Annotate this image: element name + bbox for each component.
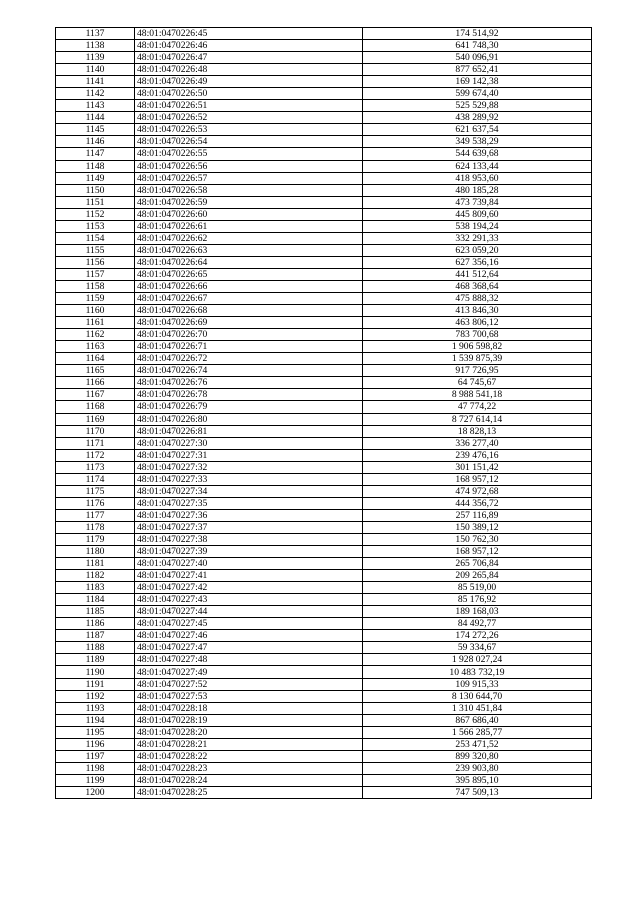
table-row: [56, 377, 592, 389]
table-row: [56, 497, 592, 509]
cadastral-number-cell: 48:01:0470226:55: [135, 148, 363, 160]
row-number-cell: 1193: [56, 702, 135, 714]
cadastral-number-cell: 48:01:0470227:47: [135, 642, 363, 654]
row-number-cell: 1150: [56, 184, 135, 196]
cadastral-value-cell: 257 116,89: [363, 509, 592, 521]
row-number-cell: 1137: [56, 28, 135, 40]
cadastral-number-cell: 48:01:0470228:22: [135, 750, 363, 762]
table-row: [56, 618, 592, 630]
cadastral-value-table: [55, 27, 592, 799]
table-row: [56, 365, 592, 377]
table-row: [56, 473, 592, 485]
cadastral-number-cell: 48:01:0470226:71: [135, 341, 363, 353]
table-row: [56, 533, 592, 545]
cadastral-value-cell: 525 529,88: [363, 100, 592, 112]
cadastral-value-cell: 59 334,67: [363, 642, 592, 654]
row-number-cell: 1140: [56, 64, 135, 76]
row-number-cell: 1159: [56, 293, 135, 305]
row-number-cell: 1170: [56, 425, 135, 437]
table-row: [56, 401, 592, 413]
cadastral-value-cell: 445 809,60: [363, 208, 592, 220]
table-row: [56, 654, 592, 666]
cadastral-number-cell: 48:01:0470227:34: [135, 485, 363, 497]
cadastral-value-cell: 253 471,52: [363, 738, 592, 750]
table-row: [56, 244, 592, 256]
cadastral-value-cell: 332 291,33: [363, 232, 592, 244]
row-number-cell: 1169: [56, 413, 135, 425]
cadastral-value-cell: 468 368,64: [363, 280, 592, 292]
table-row: [56, 124, 592, 136]
cadastral-value-cell: 18 828,13: [363, 425, 592, 437]
row-number-cell: 1165: [56, 365, 135, 377]
row-number-cell: 1199: [56, 774, 135, 786]
table-row: [56, 172, 592, 184]
cadastral-number-cell: 48:01:0470226:63: [135, 244, 363, 256]
row-number-cell: 1146: [56, 136, 135, 148]
cadastral-number-cell: 48:01:0470227:41: [135, 570, 363, 582]
cadastral-value-cell: 168 957,12: [363, 473, 592, 485]
cadastral-value-cell: 174 514,92: [363, 28, 592, 40]
table-row: [56, 52, 592, 64]
cadastral-number-cell: 48:01:0470226:53: [135, 124, 363, 136]
table-row: [56, 389, 592, 401]
row-number-cell: 1182: [56, 570, 135, 582]
cadastral-value-cell: 474 972,68: [363, 485, 592, 497]
cadastral-value-cell: 239 476,16: [363, 449, 592, 461]
cadastral-number-cell: 48:01:0470226:47: [135, 52, 363, 64]
cadastral-value-cell: 441 512,64: [363, 268, 592, 280]
cadastral-value-cell: 899 320,80: [363, 750, 592, 762]
row-number-cell: 1187: [56, 630, 135, 642]
cadastral-value-cell: 475 888,32: [363, 293, 592, 305]
cadastral-number-cell: 48:01:0470228:18: [135, 702, 363, 714]
table-row: [56, 353, 592, 365]
cadastral-number-cell: 48:01:0470227:53: [135, 690, 363, 702]
cadastral-value-cell: 623 059,20: [363, 244, 592, 256]
table-row: [56, 184, 592, 196]
row-number-cell: 1160: [56, 305, 135, 317]
row-number-cell: 1189: [56, 654, 135, 666]
cadastral-value-cell: 1 928 027,24: [363, 654, 592, 666]
row-number-cell: 1185: [56, 606, 135, 618]
cadastral-number-cell: 48:01:0470226:50: [135, 88, 363, 100]
row-number-cell: 1188: [56, 642, 135, 654]
cadastral-number-cell: 48:01:0470226:59: [135, 196, 363, 208]
row-number-cell: 1143: [56, 100, 135, 112]
row-number-cell: 1172: [56, 449, 135, 461]
table-row: [56, 630, 592, 642]
cadastral-number-cell: 48:01:0470227:37: [135, 521, 363, 533]
cadastral-value-cell: 64 745,67: [363, 377, 592, 389]
table-row: [56, 570, 592, 582]
cadastral-value-cell: 174 272,26: [363, 630, 592, 642]
row-number-cell: 1175: [56, 485, 135, 497]
cadastral-number-cell: 48:01:0470226:78: [135, 389, 363, 401]
cadastral-number-cell: 48:01:0470227:33: [135, 473, 363, 485]
cadastral-value-cell: 168 957,12: [363, 546, 592, 558]
row-number-cell: 1177: [56, 509, 135, 521]
cadastral-value-cell: 641 748,30: [363, 40, 592, 52]
table-row: [56, 88, 592, 100]
row-number-cell: 1138: [56, 40, 135, 52]
row-number-cell: 1174: [56, 473, 135, 485]
table-body: [56, 28, 592, 799]
row-number-cell: 1181: [56, 558, 135, 570]
table-row: [56, 437, 592, 449]
row-number-cell: 1153: [56, 220, 135, 232]
table-row: [56, 268, 592, 280]
cadastral-number-cell: 48:01:0470228:20: [135, 726, 363, 738]
table-row: [56, 509, 592, 521]
cadastral-value-cell: 747 509,13: [363, 786, 592, 798]
table-row: [56, 329, 592, 341]
cadastral-value-cell: 1 310 451,84: [363, 702, 592, 714]
row-number-cell: 1144: [56, 112, 135, 124]
row-number-cell: 1158: [56, 280, 135, 292]
cadastral-number-cell: 48:01:0470226:79: [135, 401, 363, 413]
row-number-cell: 1157: [56, 268, 135, 280]
cadastral-number-cell: 48:01:0470226:64: [135, 256, 363, 268]
cadastral-value-cell: 150 389,12: [363, 521, 592, 533]
table-row: [56, 642, 592, 654]
cadastral-number-cell: 48:01:0470227:31: [135, 449, 363, 461]
cadastral-value-cell: 1 539 875,39: [363, 353, 592, 365]
cadastral-number-cell: 48:01:0470228:23: [135, 762, 363, 774]
cadastral-value-cell: 349 538,29: [363, 136, 592, 148]
cadastral-value-cell: 917 726,95: [363, 365, 592, 377]
cadastral-value-cell: 413 846,30: [363, 305, 592, 317]
cadastral-number-cell: 48:01:0470226:76: [135, 377, 363, 389]
cadastral-number-cell: 48:01:0470226:45: [135, 28, 363, 40]
row-number-cell: 1190: [56, 666, 135, 678]
table-row: [56, 40, 592, 52]
cadastral-number-cell: 48:01:0470226:54: [135, 136, 363, 148]
table-row: [56, 449, 592, 461]
cadastral-value-cell: 621 637,54: [363, 124, 592, 136]
table-row: [56, 256, 592, 268]
cadastral-value-cell: 109 915,33: [363, 678, 592, 690]
cadastral-number-cell: 48:01:0470226:74: [135, 365, 363, 377]
table-row: [56, 160, 592, 172]
cadastral-value-cell: 85 519,00: [363, 582, 592, 594]
cadastral-number-cell: 48:01:0470226:56: [135, 160, 363, 172]
row-number-cell: 1141: [56, 76, 135, 88]
cadastral-value-cell: 463 806,12: [363, 317, 592, 329]
row-number-cell: 1200: [56, 786, 135, 798]
cadastral-number-cell: 48:01:0470226:60: [135, 208, 363, 220]
table-row: [56, 461, 592, 473]
table-row: [56, 196, 592, 208]
cadastral-number-cell: 48:01:0470226:58: [135, 184, 363, 196]
row-number-cell: 1184: [56, 594, 135, 606]
table-row: [56, 208, 592, 220]
table-row: [56, 666, 592, 678]
cadastral-value-cell: 8 727 614,14: [363, 413, 592, 425]
cadastral-number-cell: 48:01:0470226:81: [135, 425, 363, 437]
row-number-cell: 1142: [56, 88, 135, 100]
cadastral-number-cell: 48:01:0470227:36: [135, 509, 363, 521]
cadastral-number-cell: 48:01:0470227:52: [135, 678, 363, 690]
cadastral-number-cell: 48:01:0470227:44: [135, 606, 363, 618]
table-row: [56, 558, 592, 570]
cadastral-number-cell: 48:01:0470227:35: [135, 497, 363, 509]
table-row: [56, 280, 592, 292]
cadastral-number-cell: 48:01:0470226:51: [135, 100, 363, 112]
row-number-cell: 1179: [56, 533, 135, 545]
cadastral-number-cell: 48:01:0470226:70: [135, 329, 363, 341]
cadastral-value-cell: 239 903,80: [363, 762, 592, 774]
cadastral-number-cell: 48:01:0470226:80: [135, 413, 363, 425]
row-number-cell: 1151: [56, 196, 135, 208]
row-number-cell: 1145: [56, 124, 135, 136]
cadastral-value-cell: 473 739,84: [363, 196, 592, 208]
row-number-cell: 1161: [56, 317, 135, 329]
cadastral-value-cell: 624 133,44: [363, 160, 592, 172]
table-row: [56, 341, 592, 353]
cadastral-value-cell: 599 674,40: [363, 88, 592, 100]
row-number-cell: 1180: [56, 546, 135, 558]
row-number-cell: 1171: [56, 437, 135, 449]
row-number-cell: 1147: [56, 148, 135, 160]
cadastral-value-cell: 8 988 541,18: [363, 389, 592, 401]
table-row: [56, 485, 592, 497]
row-number-cell: 1168: [56, 401, 135, 413]
row-number-cell: 1191: [56, 678, 135, 690]
cadastral-number-cell: 48:01:0470226:57: [135, 172, 363, 184]
row-number-cell: 1192: [56, 690, 135, 702]
table-row: [56, 690, 592, 702]
table-row: [56, 702, 592, 714]
row-number-cell: 1194: [56, 714, 135, 726]
cadastral-value-cell: 169 142,38: [363, 76, 592, 88]
table-row: [56, 738, 592, 750]
cadastral-number-cell: 48:01:0470227:42: [135, 582, 363, 594]
cadastral-number-cell: 48:01:0470227:38: [135, 533, 363, 545]
row-number-cell: 1139: [56, 52, 135, 64]
table-row: [56, 148, 592, 160]
table-row: [56, 220, 592, 232]
cadastral-value-cell: 8 130 644,70: [363, 690, 592, 702]
cadastral-number-cell: 48:01:0470226:65: [135, 268, 363, 280]
cadastral-number-cell: 48:01:0470226:72: [135, 353, 363, 365]
cadastral-number-cell: 48:01:0470227:46: [135, 630, 363, 642]
table-row: [56, 726, 592, 738]
cadastral-value-cell: 544 639,68: [363, 148, 592, 160]
cadastral-number-cell: 48:01:0470226:66: [135, 280, 363, 292]
row-number-cell: 1178: [56, 521, 135, 533]
cadastral-number-cell: 48:01:0470226:67: [135, 293, 363, 305]
row-number-cell: 1156: [56, 256, 135, 268]
row-number-cell: 1164: [56, 353, 135, 365]
cadastral-value-cell: 10 483 732,19: [363, 666, 592, 678]
cadastral-value-cell: 189 168,03: [363, 606, 592, 618]
table-row: [56, 678, 592, 690]
table-row: [56, 521, 592, 533]
cadastral-value-cell: 783 700,68: [363, 329, 592, 341]
cadastral-value-cell: 480 185,28: [363, 184, 592, 196]
cadastral-number-cell: 48:01:0470228:24: [135, 774, 363, 786]
row-number-cell: 1195: [56, 726, 135, 738]
cadastral-number-cell: 48:01:0470226:61: [135, 220, 363, 232]
row-number-cell: 1173: [56, 461, 135, 473]
table-row: [56, 762, 592, 774]
cadastral-number-cell: 48:01:0470226:49: [135, 76, 363, 88]
row-number-cell: 1198: [56, 762, 135, 774]
table-row: [56, 546, 592, 558]
table-row: [56, 28, 592, 40]
cadastral-number-cell: 48:01:0470227:32: [135, 461, 363, 473]
table-row: [56, 100, 592, 112]
cadastral-value-cell: 418 953,60: [363, 172, 592, 184]
row-number-cell: 1196: [56, 738, 135, 750]
cadastral-number-cell: 48:01:0470227:30: [135, 437, 363, 449]
cadastral-value-cell: 627 356,16: [363, 256, 592, 268]
cadastral-value-cell: 47 774,22: [363, 401, 592, 413]
cadastral-number-cell: 48:01:0470226:46: [135, 40, 363, 52]
cadastral-number-cell: 48:01:0470226:48: [135, 64, 363, 76]
table-row: [56, 594, 592, 606]
table-row: [56, 64, 592, 76]
cadastral-value-cell: 1 906 598,82: [363, 341, 592, 353]
cadastral-number-cell: 48:01:0470227:45: [135, 618, 363, 630]
cadastral-value-cell: 265 706,84: [363, 558, 592, 570]
table-row: [56, 76, 592, 88]
table-row: [56, 786, 592, 798]
table-row: [56, 606, 592, 618]
cadastral-value-cell: 438 289,92: [363, 112, 592, 124]
row-number-cell: 1162: [56, 329, 135, 341]
cadastral-value-cell: 867 686,40: [363, 714, 592, 726]
row-number-cell: 1154: [56, 232, 135, 244]
cadastral-value-cell: 1 566 285,77: [363, 726, 592, 738]
cadastral-value-cell: 336 277,40: [363, 437, 592, 449]
cadastral-number-cell: 48:01:0470227:39: [135, 546, 363, 558]
cadastral-number-cell: 48:01:0470227:49: [135, 666, 363, 678]
row-number-cell: 1149: [56, 172, 135, 184]
row-number-cell: 1166: [56, 377, 135, 389]
cadastral-number-cell: 48:01:0470226:62: [135, 232, 363, 244]
cadastral-value-cell: 85 176,92: [363, 594, 592, 606]
cadastral-number-cell: 48:01:0470228:25: [135, 786, 363, 798]
table-row: [56, 136, 592, 148]
row-number-cell: 1148: [56, 160, 135, 172]
table-row: [56, 714, 592, 726]
cadastral-value-cell: 395 895,10: [363, 774, 592, 786]
cadastral-value-cell: 301 151,42: [363, 461, 592, 473]
cadastral-number-cell: 48:01:0470226:68: [135, 305, 363, 317]
row-number-cell: 1152: [56, 208, 135, 220]
table-row: [56, 293, 592, 305]
cadastral-number-cell: 48:01:0470228:21: [135, 738, 363, 750]
cadastral-number-cell: 48:01:0470227:43: [135, 594, 363, 606]
table-row: [56, 112, 592, 124]
cadastral-value-cell: 540 096,91: [363, 52, 592, 64]
cadastral-number-cell: 48:01:0470228:19: [135, 714, 363, 726]
cadastral-number-cell: 48:01:0470226:52: [135, 112, 363, 124]
cadastral-number-cell: 48:01:0470227:48: [135, 654, 363, 666]
row-number-cell: 1186: [56, 618, 135, 630]
cadastral-number-cell: 48:01:0470227:40: [135, 558, 363, 570]
table-row: [56, 317, 592, 329]
table-row: [56, 232, 592, 244]
cadastral-value-cell: 538 194,24: [363, 220, 592, 232]
table-row: [56, 582, 592, 594]
cadastral-value-cell: 877 652,41: [363, 64, 592, 76]
row-number-cell: 1167: [56, 389, 135, 401]
cadastral-value-cell: 150 762,30: [363, 533, 592, 545]
row-number-cell: 1183: [56, 582, 135, 594]
cadastral-value-cell: 84 492,77: [363, 618, 592, 630]
table-row: [56, 305, 592, 317]
table-row: [56, 425, 592, 437]
table-row: [56, 413, 592, 425]
table-row: [56, 774, 592, 786]
cadastral-number-cell: 48:01:0470226:69: [135, 317, 363, 329]
cadastral-value-cell: 444 356,72: [363, 497, 592, 509]
row-number-cell: 1197: [56, 750, 135, 762]
row-number-cell: 1163: [56, 341, 135, 353]
table-row: [56, 750, 592, 762]
row-number-cell: 1176: [56, 497, 135, 509]
row-number-cell: 1155: [56, 244, 135, 256]
cadastral-value-cell: 209 265,84: [363, 570, 592, 582]
